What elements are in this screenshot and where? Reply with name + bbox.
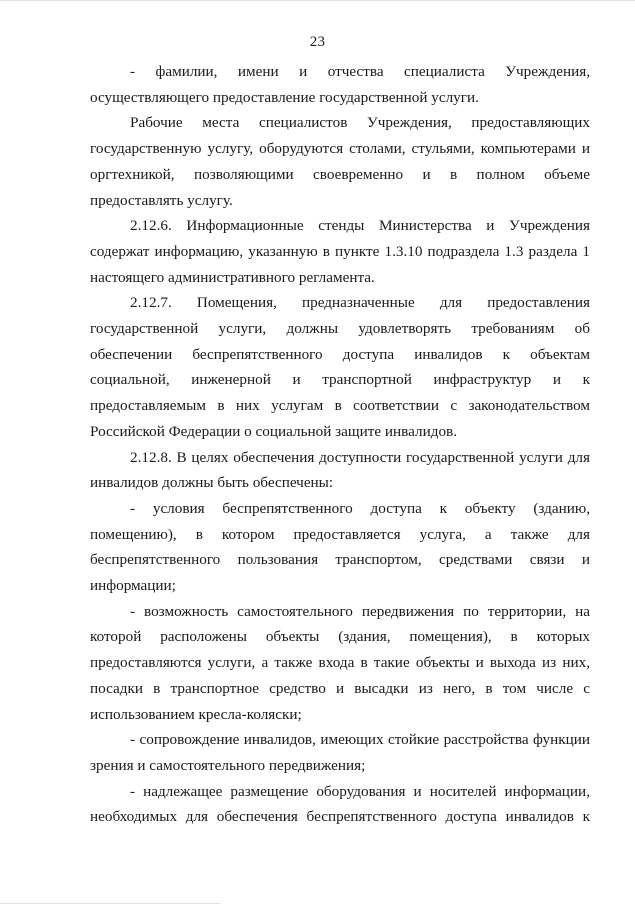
paragraph-5: 2.12.8. В целях обеспечения доступности государственной услуги для инвалидов должны быть обеспечены: — [90, 448, 590, 492]
paragraph-4: 2.12.7. Помещения, предназначенные для предоставления государственной услуги, должны удовлетворять требованиям об обеспечении беспрепятственного доступа инвалидов к объектам социальной, инженерной и транспортной инфраструктур и к предоставляемым в них услугам в соответствии с законодательством Российской Федерации о социальной защите инвалидов. — [90, 294, 590, 440]
paragraph-8: - сопровождение инвалидов, имеющих стойкие расстройства функции зрения и самостоятельного передвижения; — [90, 731, 590, 774]
scan-edge-top — [0, 0, 635, 1]
document-body — [90, 59, 590, 830]
paragraph-2: Рабочие места специалистов Учреждения, предоставляющих государственную услугу, оборудуются столами, стульями, компьютерами и оргтехникой, позволяющими своевременно и в полном объеме предоставлять услугу. — [90, 114, 590, 209]
paragraph-3: 2.12.6. Информационные стенды Министерства и Учреждения содержат информацию, указанную в пункте 1.3.10 подраздела 1.3 раздела 1 настоящего административного регламента. — [90, 217, 590, 286]
paragraph-9: - надлежащее размещение оборудования и носителей информации, необходимых для обеспечения беспрепятственного доступа инвалидов к — [90, 782, 590, 826]
scan-edge-bottom — [0, 903, 220, 904]
paragraph-7: - возможность самостоятельного передвижения по территории, на которой расположены объекты (здания, помещения), в которых предоставляются услуги, а также входа в такие объекты и выхода из них, посадки в транспортное средство и высадки из него, в том числе с использованием кресла-коляски; — [90, 602, 590, 723]
page-number: 23 — [309, 34, 326, 50]
paragraph-1: - фамилии, имени и отчества специалиста Учреждения, осуществляющего предоставление государственной услуги. — [90, 63, 590, 106]
paragraph-6: - условия беспрепятственного доступа к объекту (зданию, помещению), в котором предоставляется услуга, а также для беспрепятственного пользования транспортом, средствами связи и информации; — [90, 499, 590, 595]
